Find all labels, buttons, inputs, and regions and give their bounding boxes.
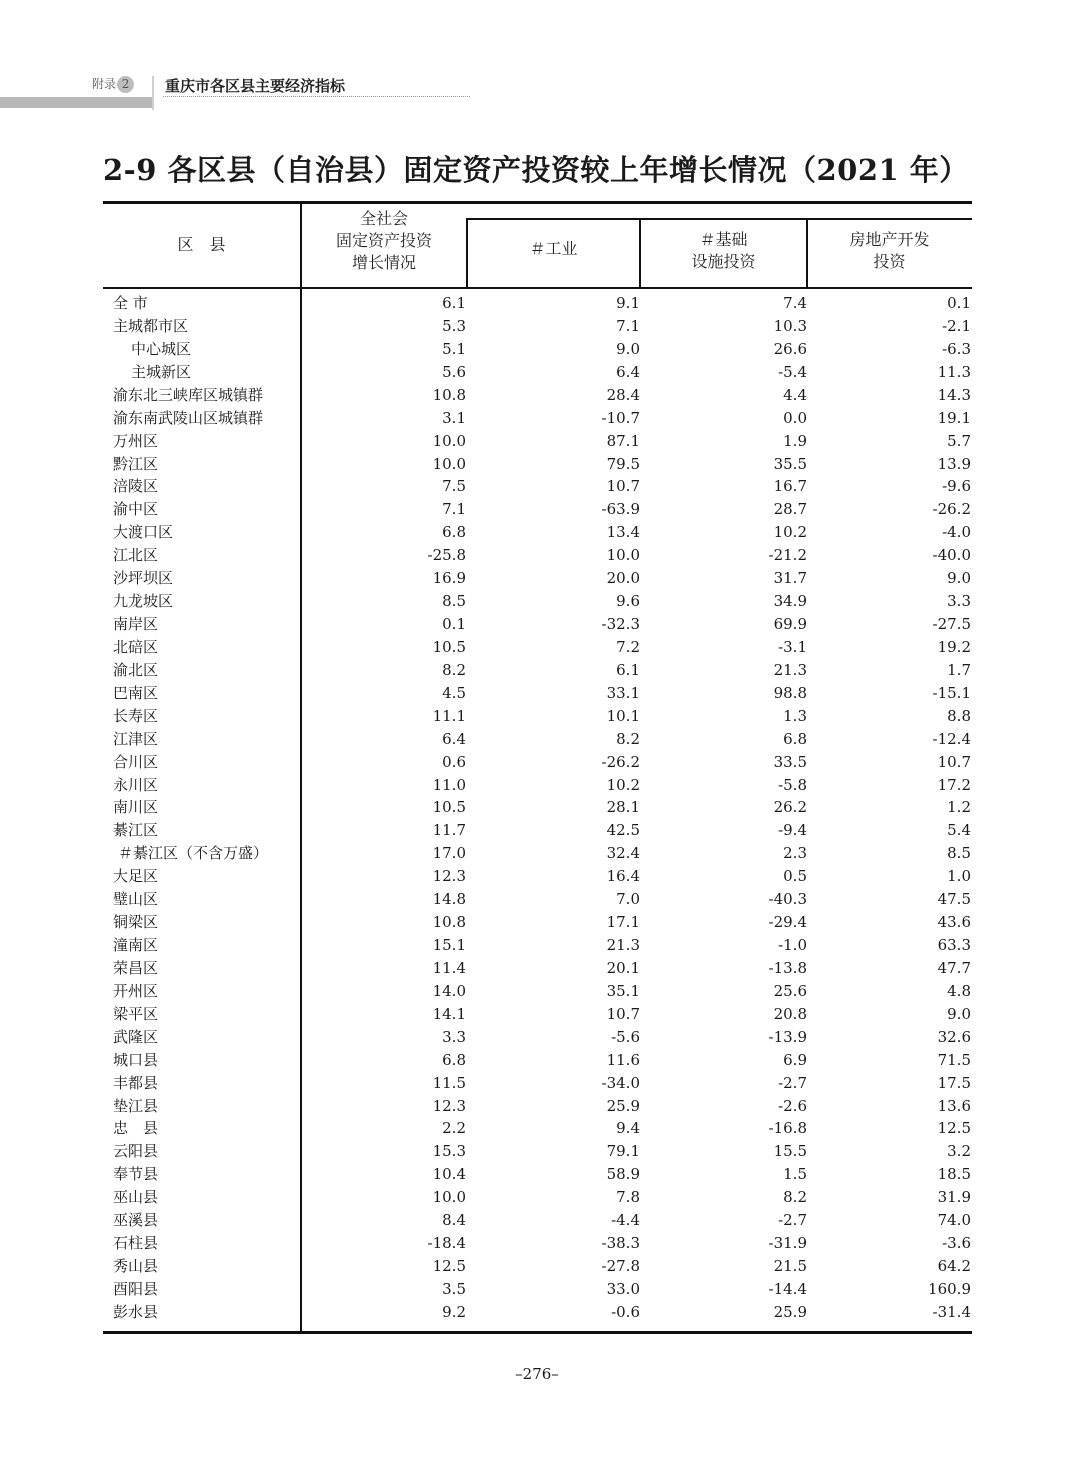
real-estate-growth-cell: 14.3	[937, 385, 971, 404]
industry-growth-cell: -26.2	[601, 752, 640, 771]
total-growth-cell: 14.8	[432, 890, 466, 909]
total-growth-cell: 12.3	[432, 1096, 466, 1115]
infrastructure-growth-cell: 0.5	[783, 867, 807, 886]
real-estate-growth-cell: 13.9	[937, 454, 971, 473]
district-name: 渝东北三峡库区城镇群	[113, 385, 264, 404]
table-row	[0, 544, 1074, 567]
header-infrastructure	[640, 229, 807, 273]
total-growth-cell: 16.9	[432, 569, 466, 588]
total-growth-cell: 17.0	[432, 844, 466, 863]
total-growth-cell: 12.3	[432, 867, 466, 886]
infrastructure-growth-cell: 21.3	[773, 660, 807, 679]
total-growth-cell: 11.4	[432, 958, 466, 977]
real-estate-growth-cell: -40.0	[932, 546, 971, 565]
district-name: 石柱县	[113, 1234, 159, 1253]
total-growth-cell: -25.8	[427, 546, 466, 565]
industry-growth-cell: -5.6	[611, 1027, 640, 1046]
table-row	[0, 1003, 1074, 1026]
real-estate-growth-cell: 17.5	[937, 1073, 971, 1092]
total-growth-cell: 3.3	[442, 1027, 466, 1046]
district-name: 江北区	[113, 546, 159, 565]
total-growth-cell: 10.0	[432, 1188, 466, 1207]
district-name: 忠 县	[113, 1119, 159, 1138]
industry-growth-cell: 10.7	[606, 477, 640, 496]
real-estate-growth-cell: 47.7	[937, 958, 971, 977]
header-infrastructure-line: ＃基础	[699, 230, 748, 249]
header-total	[301, 208, 467, 274]
infrastructure-growth-cell: 8.2	[783, 1188, 807, 1207]
real-estate-growth-cell: -3.6	[942, 1234, 971, 1253]
table-row	[0, 636, 1074, 659]
infrastructure-growth-cell: 26.2	[773, 798, 807, 817]
infrastructure-growth-cell: 28.7	[773, 500, 807, 519]
district-name: 荣昌区	[113, 958, 159, 977]
industry-growth-cell: 6.1	[616, 660, 640, 679]
district-name: 大足区	[113, 867, 159, 886]
table-row	[0, 1278, 1074, 1301]
district-name: 江津区	[113, 729, 159, 748]
industry-growth-cell: 33.1	[606, 683, 640, 702]
total-growth-cell: 11.0	[432, 775, 466, 794]
header-bottom-rule	[103, 287, 972, 289]
industry-growth-cell: -38.3	[601, 1234, 640, 1253]
real-estate-growth-cell: 9.0	[947, 569, 971, 588]
district-name: 巫山县	[113, 1188, 159, 1207]
industry-growth-cell: 11.6	[606, 1050, 640, 1069]
infrastructure-growth-cell: 20.8	[773, 1004, 807, 1023]
industry-growth-cell: 7.8	[616, 1188, 640, 1207]
real-estate-growth-cell: 3.3	[947, 592, 971, 611]
district-name: 主城都市区	[113, 316, 189, 335]
industry-growth-cell: 42.5	[606, 821, 640, 840]
table-row	[0, 1095, 1074, 1118]
district-name: 彭水县	[113, 1302, 159, 1321]
infrastructure-growth-cell: 16.7	[773, 477, 807, 496]
total-growth-cell: 3.1	[442, 408, 466, 427]
table-row	[0, 1301, 1074, 1324]
infrastructure-growth-cell: 98.8	[773, 683, 807, 702]
industry-growth-cell: 7.0	[616, 890, 640, 909]
table-row	[0, 774, 1074, 797]
real-estate-growth-cell: 63.3	[937, 936, 971, 955]
total-growth-cell: 15.1	[432, 936, 466, 955]
table-row	[0, 292, 1074, 315]
header-total-line: 增长情况	[351, 253, 416, 272]
real-estate-growth-cell: 19.1	[937, 408, 971, 427]
table-row	[0, 1072, 1074, 1095]
infrastructure-growth-cell: 69.9	[773, 615, 807, 634]
table-row	[0, 705, 1074, 728]
table-bottom-rule	[103, 1331, 972, 1334]
industry-growth-cell: 10.2	[606, 775, 640, 794]
district-name: 巴南区	[113, 683, 159, 702]
infrastructure-growth-cell: 6.9	[783, 1050, 807, 1069]
total-growth-cell: 2.2	[442, 1119, 466, 1138]
header-separator	[152, 76, 154, 110]
real-estate-growth-cell: 4.8	[947, 981, 971, 1000]
total-growth-cell: 12.5	[432, 1257, 466, 1276]
table-row	[0, 1049, 1074, 1072]
total-growth-cell: 10.4	[432, 1165, 466, 1184]
total-growth-cell: 8.4	[442, 1211, 466, 1230]
district-name: 巫溪县	[113, 1211, 159, 1230]
district-name: 九龙坡区	[113, 592, 174, 611]
infrastructure-growth-cell: -2.6	[778, 1096, 807, 1115]
total-growth-cell: 10.5	[432, 637, 466, 656]
district-name: 云阳县	[113, 1142, 159, 1161]
infrastructure-growth-cell: -40.3	[768, 890, 807, 909]
infrastructure-growth-cell: -5.4	[778, 362, 807, 381]
total-growth-cell: 14.0	[432, 981, 466, 1000]
real-estate-growth-cell: -2.1	[942, 316, 971, 335]
industry-growth-cell: -27.8	[601, 1257, 640, 1276]
real-estate-growth-cell: 9.0	[947, 1004, 971, 1023]
total-growth-cell: 8.5	[442, 592, 466, 611]
appendix-label	[92, 76, 135, 93]
header-band	[0, 97, 152, 108]
district-name: 铜梁区	[113, 913, 159, 932]
infrastructure-growth-cell: 10.3	[773, 316, 807, 335]
district-name: 酉阳县	[113, 1279, 159, 1298]
real-estate-growth-cell: 5.7	[947, 431, 971, 450]
real-estate-growth-cell: -15.1	[932, 683, 971, 702]
industry-growth-cell: -10.7	[601, 408, 640, 427]
district-name: 奉节县	[113, 1165, 159, 1184]
table-row	[0, 751, 1074, 774]
header-real-estate-line: 投资	[873, 252, 906, 271]
infrastructure-growth-cell: 1.3	[783, 706, 807, 725]
infrastructure-growth-cell: 25.9	[773, 1302, 807, 1321]
district-name: 綦江区	[113, 821, 159, 840]
table-row	[0, 1186, 1074, 1209]
page-number: –276–	[515, 1365, 559, 1383]
real-estate-growth-cell: 1.7	[947, 660, 971, 679]
total-growth-cell: 5.6	[442, 362, 466, 381]
header-real-estate-line: 房地产开发	[849, 230, 930, 249]
real-estate-growth-cell: -26.2	[932, 500, 971, 519]
industry-growth-cell: 25.9	[606, 1096, 640, 1115]
infrastructure-growth-cell: -29.4	[768, 913, 807, 932]
table-row	[0, 361, 1074, 384]
appendix-number: 2	[117, 76, 134, 93]
industry-growth-cell: -63.9	[601, 500, 640, 519]
total-growth-cell: 0.6	[442, 752, 466, 771]
real-estate-growth-cell: -4.0	[942, 523, 971, 542]
industry-growth-cell: 9.1	[616, 294, 640, 312]
table-row	[0, 1232, 1074, 1255]
table-row	[0, 1117, 1074, 1140]
industry-growth-cell: 13.4	[606, 523, 640, 542]
total-growth-cell: -18.4	[427, 1234, 466, 1253]
district-name: 大渡口区	[113, 523, 174, 542]
total-growth-cell: 11.5	[432, 1073, 466, 1092]
table-top-rule	[103, 201, 972, 204]
real-estate-growth-cell: 160.9	[928, 1279, 971, 1298]
header-infrastructure-line: 设施投资	[691, 252, 756, 271]
total-growth-cell: 11.1	[432, 706, 466, 725]
total-growth-cell: 10.0	[432, 454, 466, 473]
table-row	[0, 567, 1074, 590]
table-row	[0, 888, 1074, 911]
header-industry: ＃工业	[529, 239, 578, 258]
district-name: 城口县	[113, 1050, 159, 1069]
table-row	[0, 590, 1074, 613]
real-estate-growth-cell: 5.4	[947, 821, 971, 840]
total-growth-cell: 6.1	[442, 294, 466, 312]
infrastructure-growth-cell: 1.9	[783, 431, 807, 450]
table-row	[0, 475, 1074, 498]
district-name: 主城新区	[131, 362, 192, 381]
industry-growth-cell: 9.4	[616, 1119, 640, 1138]
industry-growth-cell: 21.3	[606, 936, 640, 955]
real-estate-growth-cell: 32.6	[937, 1027, 971, 1046]
table-row	[0, 728, 1074, 751]
real-estate-growth-cell: 71.5	[937, 1050, 971, 1069]
infrastructure-growth-cell: -3.1	[778, 637, 807, 656]
total-growth-cell: 15.3	[432, 1142, 466, 1161]
real-estate-growth-cell: 1.0	[947, 867, 971, 886]
infrastructure-growth-cell: 4.4	[783, 385, 807, 404]
industry-growth-cell: -34.0	[601, 1073, 640, 1092]
table-row	[0, 453, 1074, 476]
infrastructure-growth-cell: 1.5	[783, 1165, 807, 1184]
infrastructure-growth-cell: -16.8	[768, 1119, 807, 1138]
industry-growth-cell: 17.1	[606, 913, 640, 932]
infrastructure-growth-cell: -5.8	[778, 775, 807, 794]
infrastructure-growth-cell: -13.8	[768, 958, 807, 977]
real-estate-growth-cell: 8.5	[947, 844, 971, 863]
total-growth-cell: 6.8	[442, 523, 466, 542]
district-name: 垫江县	[113, 1096, 159, 1115]
real-estate-growth-cell: 11.3	[937, 362, 971, 381]
district-name: 渝东南武陵山区城镇群	[113, 408, 264, 427]
infrastructure-growth-cell: -2.7	[778, 1211, 807, 1230]
subheader-rule	[467, 218, 972, 220]
table-title: 2-9 各区县（自治县）固定资产投资较上年增长情况（2021 年）	[103, 153, 969, 187]
table-row	[0, 865, 1074, 888]
real-estate-growth-cell: 31.9	[937, 1188, 971, 1207]
industry-growth-cell: 10.1	[606, 706, 640, 725]
district-name: 开州区	[113, 981, 159, 1000]
district-name: 潼南区	[113, 936, 159, 955]
district-name: 合川区	[113, 752, 159, 771]
total-growth-cell: 11.7	[432, 821, 466, 840]
district-name: 万州区	[113, 431, 159, 450]
infrastructure-growth-cell: 0.0	[783, 408, 807, 427]
total-growth-cell: 9.2	[442, 1302, 466, 1321]
table-row	[0, 384, 1074, 407]
industry-growth-cell: 10.7	[606, 1004, 640, 1023]
real-estate-growth-cell: 64.2	[937, 1257, 971, 1276]
table-row	[0, 613, 1074, 636]
district-name: 永川区	[113, 775, 159, 794]
table-row	[0, 338, 1074, 361]
district-name: 南岸区	[113, 615, 159, 634]
total-growth-cell: 6.4	[442, 729, 466, 748]
table-row	[0, 957, 1074, 980]
industry-growth-cell: 28.1	[606, 798, 640, 817]
table-row	[0, 430, 1074, 453]
real-estate-growth-cell: 1.2	[947, 798, 971, 817]
industry-growth-cell: 9.0	[616, 339, 640, 358]
industry-growth-cell: 28.4	[606, 385, 640, 404]
infrastructure-growth-cell: -1.0	[778, 936, 807, 955]
industry-growth-cell: 9.6	[616, 592, 640, 611]
district-name: ＃綦江区（不含万盛）	[118, 844, 269, 863]
industry-growth-cell: 33.0	[606, 1279, 640, 1298]
header-total-line: 固定资产投资	[335, 231, 432, 250]
table-row	[0, 315, 1074, 338]
total-growth-cell: 10.0	[432, 431, 466, 450]
district-name: 武隆区	[113, 1027, 159, 1046]
table-row	[0, 659, 1074, 682]
infrastructure-growth-cell: -13.9	[768, 1027, 807, 1046]
district-name: 涪陵区	[113, 477, 159, 496]
industry-growth-cell: 7.1	[616, 316, 640, 335]
industry-growth-cell: 87.1	[606, 431, 640, 450]
infrastructure-growth-cell: 6.8	[783, 729, 807, 748]
table-row	[0, 1140, 1074, 1163]
district-name: 中心城区	[131, 339, 192, 358]
infrastructure-growth-cell: 34.9	[773, 592, 807, 611]
infrastructure-growth-cell: 25.6	[773, 981, 807, 1000]
real-estate-growth-cell: -6.3	[942, 339, 971, 358]
table-row	[0, 934, 1074, 957]
table-row	[0, 1255, 1074, 1278]
district-name: 渝中区	[113, 500, 159, 519]
running-header-title: 重庆市各区县主要经济指标	[165, 77, 346, 95]
district-name: 渝北区	[113, 660, 159, 679]
header-total-line: 全社会	[359, 209, 408, 228]
total-growth-cell: 10.8	[432, 913, 466, 932]
industry-growth-cell: -32.3	[601, 615, 640, 634]
industry-growth-cell: 32.4	[606, 844, 640, 863]
infrastructure-growth-cell: 33.5	[773, 752, 807, 771]
total-growth-cell: 3.5	[442, 1279, 466, 1298]
infrastructure-growth-cell: -9.4	[778, 821, 807, 840]
industry-growth-cell: -4.4	[611, 1211, 640, 1230]
real-estate-growth-cell: 17.2	[937, 775, 971, 794]
infrastructure-growth-cell: 26.6	[773, 339, 807, 358]
total-growth-cell: 6.8	[442, 1050, 466, 1069]
header-real-estate	[807, 229, 972, 273]
district-name: 丰都县	[113, 1073, 159, 1092]
real-estate-growth-cell: -31.4	[932, 1302, 971, 1321]
industry-growth-cell: 8.2	[616, 729, 640, 748]
real-estate-growth-cell: -9.6	[942, 477, 971, 496]
total-growth-cell: 5.1	[442, 339, 466, 358]
industry-growth-cell: 58.9	[606, 1165, 640, 1184]
real-estate-growth-cell: 74.0	[937, 1211, 971, 1230]
industry-growth-cell: 20.1	[606, 958, 640, 977]
infrastructure-growth-cell: 35.5	[773, 454, 807, 473]
total-growth-cell: 7.1	[442, 500, 466, 519]
industry-growth-cell: 35.1	[606, 981, 640, 1000]
total-growth-cell: 5.3	[442, 316, 466, 335]
district-name: 黔江区	[113, 454, 159, 473]
total-growth-cell: 14.1	[432, 1004, 466, 1023]
table-row	[0, 819, 1074, 842]
district-name: 全 市	[113, 294, 148, 312]
infrastructure-growth-cell: 7.4	[783, 294, 807, 312]
district-name: 沙坪坝区	[113, 569, 174, 588]
table-row	[0, 796, 1074, 819]
infrastructure-growth-cell: -21.2	[768, 546, 807, 565]
infrastructure-growth-cell: 15.5	[773, 1142, 807, 1161]
total-growth-cell: 4.5	[442, 683, 466, 702]
industry-growth-cell: 6.4	[616, 362, 640, 381]
table-row	[0, 980, 1074, 1003]
infrastructure-growth-cell: 10.2	[773, 523, 807, 542]
total-growth-cell: 10.8	[432, 385, 466, 404]
district-name: 秀山县	[113, 1257, 159, 1276]
table-row	[0, 1163, 1074, 1186]
industry-growth-cell: -0.6	[611, 1302, 640, 1321]
real-estate-growth-cell: 13.6	[937, 1096, 971, 1115]
real-estate-growth-cell: 3.2	[947, 1142, 971, 1161]
table-row	[0, 911, 1074, 934]
table-row	[0, 498, 1074, 521]
real-estate-growth-cell: 8.8	[947, 706, 971, 725]
real-estate-growth-cell: 43.6	[937, 913, 971, 932]
industry-growth-cell: 20.0	[606, 569, 640, 588]
real-estate-growth-cell: 0.1	[947, 294, 971, 312]
district-name: 梁平区	[113, 1004, 159, 1023]
total-growth-cell: 7.5	[442, 477, 466, 496]
industry-growth-cell: 79.1	[606, 1142, 640, 1161]
real-estate-growth-cell: -27.5	[932, 615, 971, 634]
header-district: 区 县	[177, 235, 226, 254]
appendix-text: 附录	[92, 77, 117, 91]
real-estate-growth-cell: 10.7	[937, 752, 971, 771]
table-row	[0, 842, 1074, 865]
infrastructure-growth-cell: 2.3	[783, 844, 807, 863]
infrastructure-growth-cell: -14.4	[768, 1279, 807, 1298]
industry-growth-cell: 7.2	[616, 637, 640, 656]
total-growth-cell: 8.2	[442, 660, 466, 679]
table-row	[0, 407, 1074, 430]
table-row	[0, 521, 1074, 544]
table-row	[0, 682, 1074, 705]
district-name: 璧山区	[113, 890, 159, 909]
infrastructure-growth-cell: 31.7	[773, 569, 807, 588]
industry-growth-cell: 10.0	[606, 546, 640, 565]
real-estate-growth-cell: -12.4	[932, 729, 971, 748]
industry-growth-cell: 79.5	[606, 454, 640, 473]
industry-growth-cell: 16.4	[606, 867, 640, 886]
district-name: 南川区	[113, 798, 159, 817]
running-header-rule	[163, 96, 470, 97]
district-name: 北碚区	[113, 637, 159, 656]
table-row	[0, 1026, 1074, 1049]
real-estate-growth-cell: 12.5	[937, 1119, 971, 1138]
infrastructure-growth-cell: -2.7	[778, 1073, 807, 1092]
real-estate-growth-cell: 47.5	[937, 890, 971, 909]
infrastructure-growth-cell: -31.9	[768, 1234, 807, 1253]
real-estate-growth-cell: 18.5	[937, 1165, 971, 1184]
total-growth-cell: 10.5	[432, 798, 466, 817]
district-name: 长寿区	[113, 706, 159, 725]
infrastructure-growth-cell: 21.5	[773, 1257, 807, 1276]
table-row	[0, 1209, 1074, 1232]
real-estate-growth-cell: 19.2	[937, 637, 971, 656]
total-growth-cell: 0.1	[442, 615, 466, 634]
